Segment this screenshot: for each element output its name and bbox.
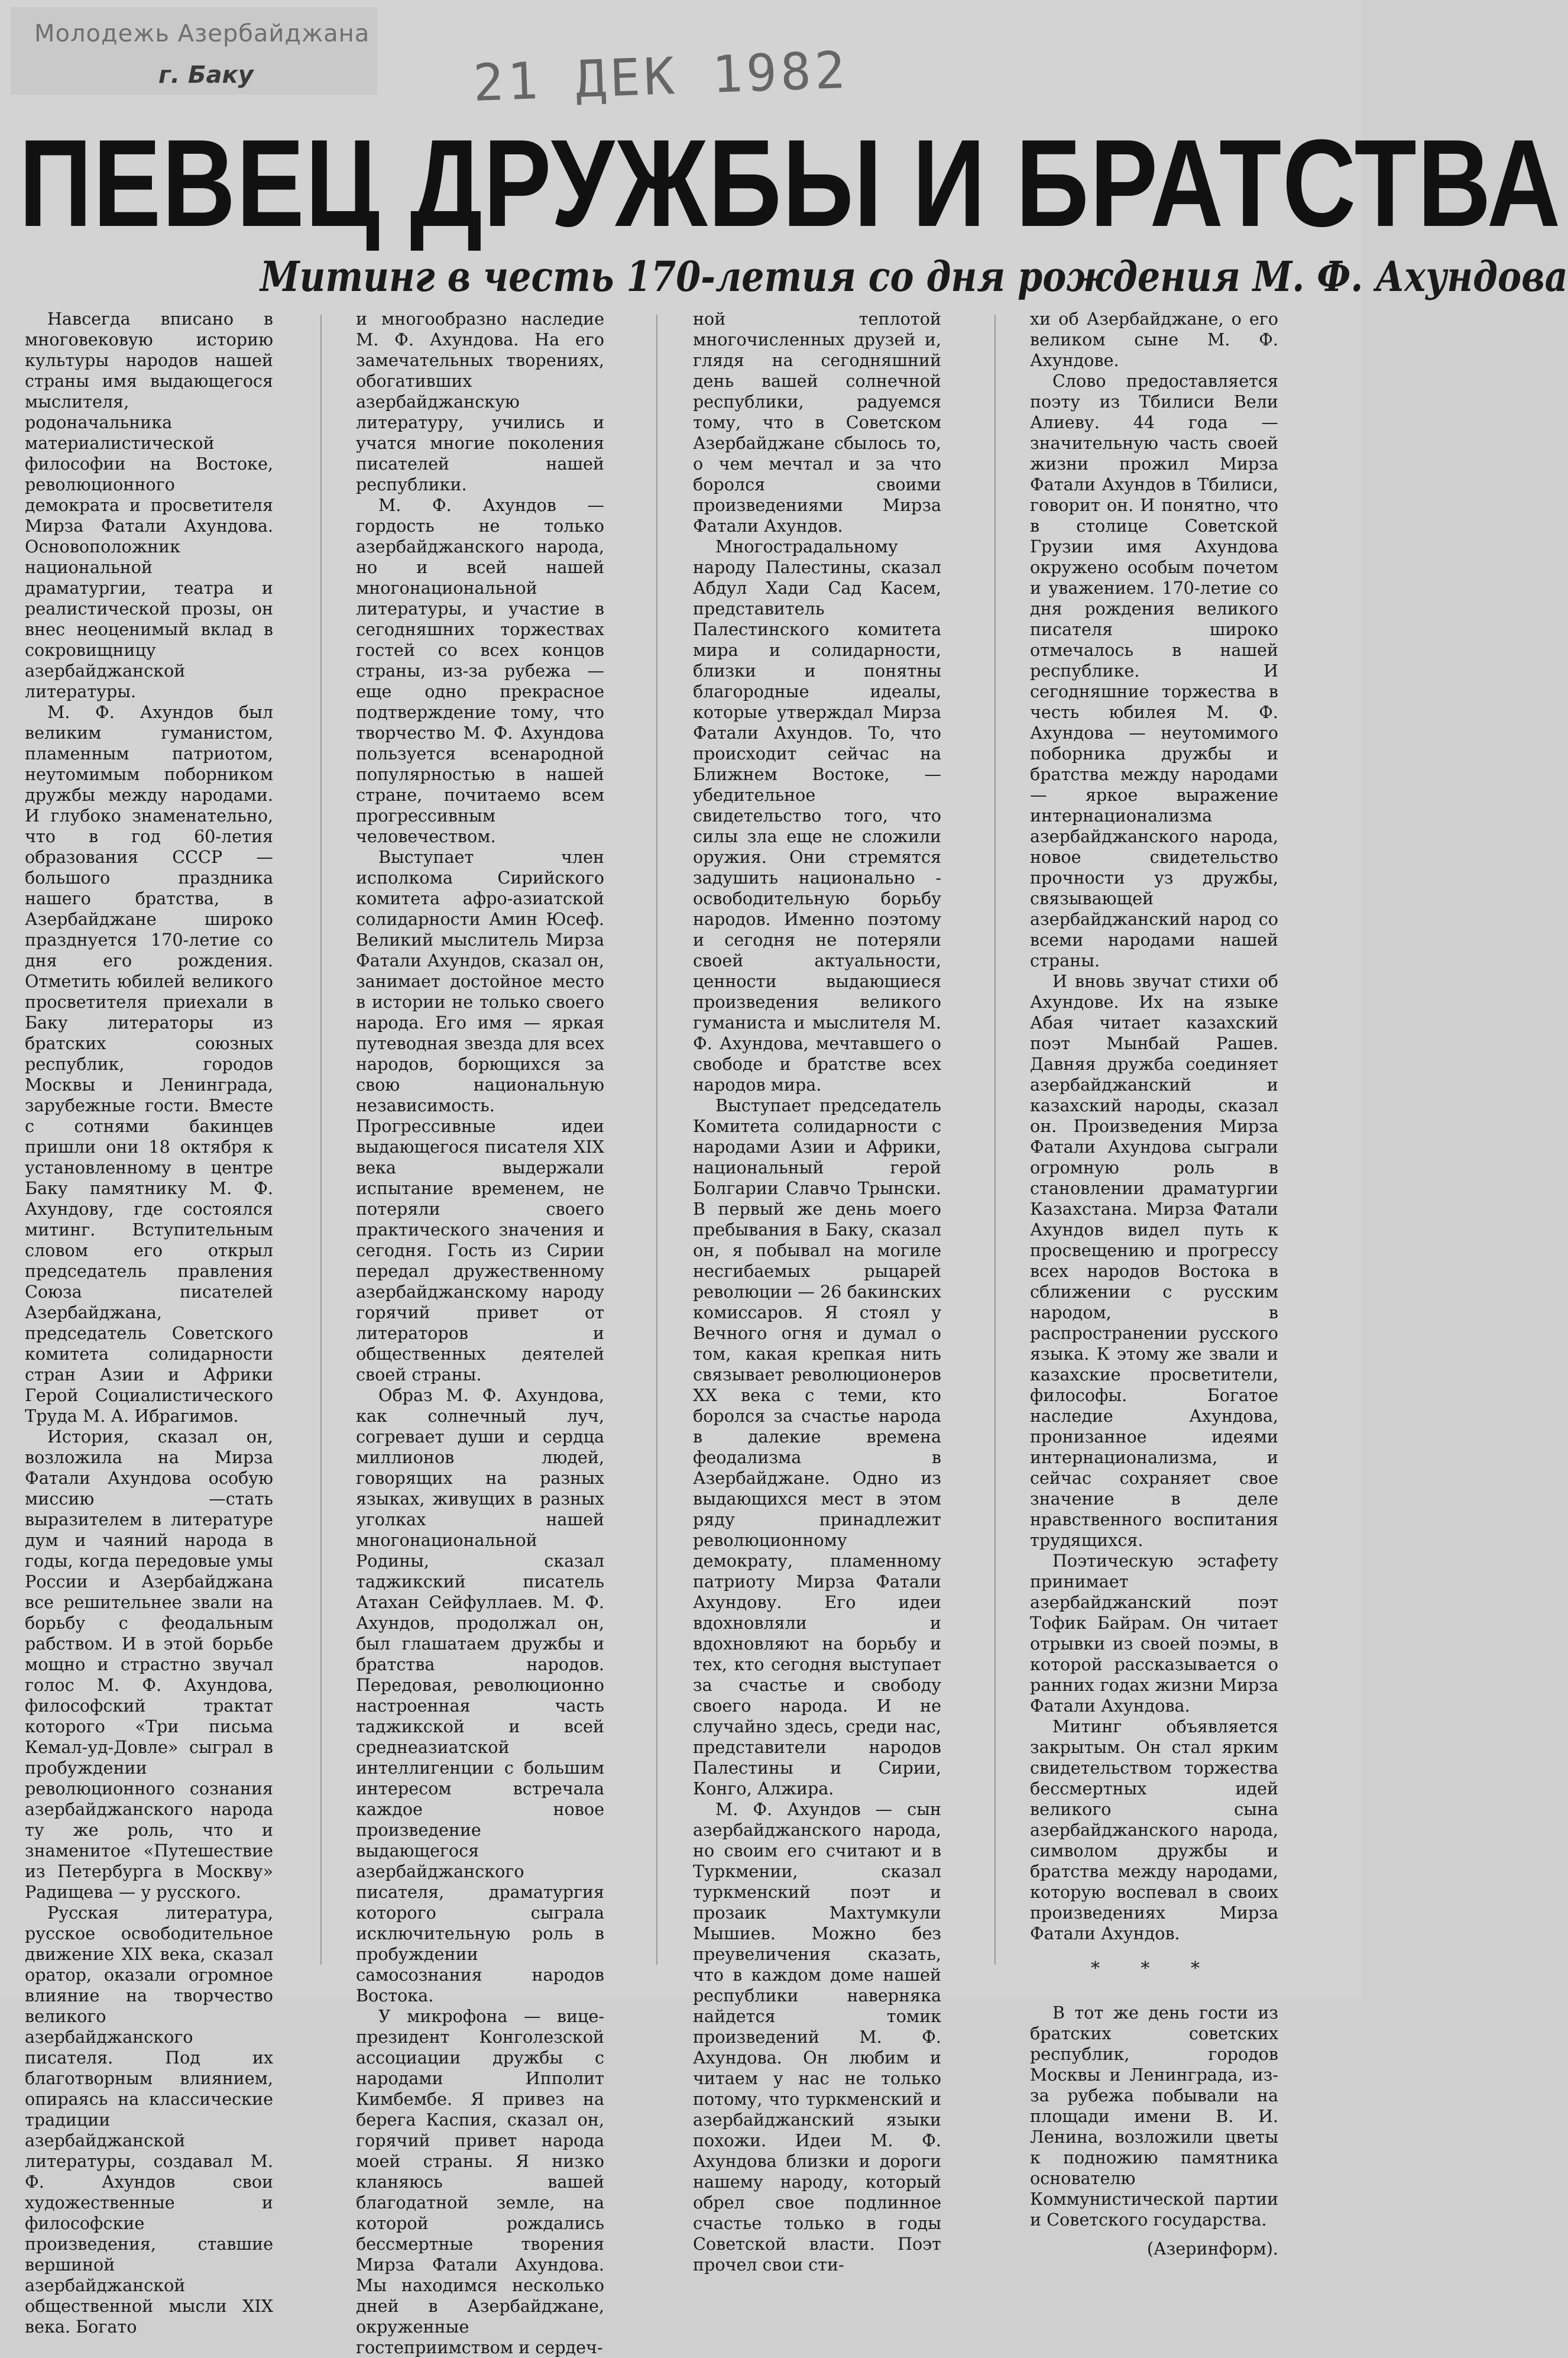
paragraph: Навсегда вписано в многовековую историю культуры народов нашей страны имя выдающегося мыслителя, родоначальника материалистической философии на Востоке, революционного демократа и просветителя Мирза Фатали Ахундова. Основоположник национальной драматургии, театра и реалистической прозы, он внес неоценимый вклад в сокровищницу азербайджанской литературы. [25,309,273,701]
afterword-paragraph: В тот же день гости из братских советских республик, городов Москвы и Ленинграда, из-за рубежа побывали на площади имени В. И. Ленина, возложили цветы к подножию памятника основателю Коммунистической партии и Советского государства. [1030,2003,1278,2230]
section-separator: * * * [1090,1958,1218,1979]
date-stamp: 21 ДЕК 1982 [472,40,850,114]
paragraph: История, сказал он, возложила на Мирза Фатали Ахундова особую миссию —стать выразителем в литературе дум и чаяний народа в годы, когда передовые умы России и Азербайджана все решительнее звали на борьбу с феодальным рабством. И в этой борьбе мощно и страстно звучал голос М. Ф. Ахундова, философский трактат которого «Три письма Кемал-уд-Довле» сыграл в пробуждении революционного сознания азербайджанского народа ту же роль, что и знаменитое «Путешествие из Петербурга в Москву» Радищева — у русского. [25,1427,273,1902]
paragraph: и многообразно наследие М. Ф. Ахундова. На его замечательных творениях, обогативших азербайджанскую литературу, учились и учатся многие поколения писателей нашей республики. [356,309,604,494]
column-divider [656,315,657,1965]
paragraph: Выступает председатель Комитета солидарности с народами Азии и Африки, национальный герой Болгарии Славчо Трынски. В первый же день моего пребывания в Баку, сказал он, я побывал на могиле несгибаемых рыцарей революции — 26 бакинских комиссаров. Я стоял у Вечного огня и думал о том, какая крепкая нить связывает революционеров XX века с теми, кто боролся за счастье народа в далекие времена феодализма в Азербайджане. Одно из выдающихся мест в этом ряду принадлежит революционному демократу, пламенному патриоту Мирза Фатали Ахундову. Его идеи вдохновляли и вдохновляют на борьбу и тех, кто сегодня выступает за счастье и свободу своего народа. И не случайно здесь, среди нас, представители народов Палестины и Сирии, Конго, Алжира. [693,1095,941,1799]
article-body [25,309,1349,2357]
column-3 [693,309,941,2275]
news-agency-credit: (Азеринформ). [1146,2239,1278,2259]
column-divider [320,315,322,1965]
paragraph: Слово предоставляется поэту из Тбилиси Вели Алиеву. 44 года — значительную часть своей жизни прожил Мирза Фатали Ахундов в Тбилиси, говорит он. И понятно, что в столице Советской Грузии имя Ахундова окружено особым почетом и уважением. 170-летие со дня рождения великого писателя широко отмечалось в нашей республике. И сегодняшние торжества в честь юбилея М. Ф. Ахундова — неутомимого поборника дружбы и братства между народами — яркое выражение интернационализма азербайджанского народа, новое свидетельство прочности уз дружбы, связывающей азербайджанский народ со всеми народами нашей страны. [1030,371,1278,971]
newspaper-city: г. Баку [158,62,254,89]
paragraph: Митинг объявляется закрытым. Он стал ярким свидетельством торжества бессмертных идей великого сына азербайджанского народа, символом дружбы и братства между народами, которую воспевал в своих произведениях Мирза Фатали Ахундов. [1030,1716,1278,1943]
headline: ПЕВЕЦ ДРУЖБЫ И БРАТСТВА [19,114,1561,253]
column-4 [1030,309,1278,2259]
column-divider [994,315,996,1965]
paragraph: Выступает член исполкома Сирийского комитета афро-азиатской солидарности Амин Юсеф. Великий мыслитель Мирза Фатали Ахундов, сказал он, занимает достойное место в истории не только своего народа. Его имя — яркая путеводная звезда для всех народов, борющихся за свою национальную независимость. Прогрессивные идеи выдающегося писателя XIX века выдержали испытание временем, не потеряли своего практического значения и сегодня. Гость из Сирии передал дружественному азербайджанскому народу горячий привет от литераторов и общественных деятелей своей страны. [356,847,604,1385]
paragraph: У микрофона — вице-президент Конголезской ассоциации дружбы с народами Ипполит Кимбембе. Я привез на берега Каспия, сказал он, горячий привет народа моей страны. Я низко кланяюсь вашей благодатной земле, на которой рождались бессмертные творения Мирза Фатали Ахундова. Мы находимся несколько дней в Азербайджане, окруженные гостеприимством и сердеч- [356,2006,604,2357]
column-2 [356,309,604,2357]
paragraph: М. Ф. Ахундов — сын азербайджанского народа, но своим его считают и в Туркмении, сказал туркменский поэт и прозаик Махтумкули Мышиев. Можно без преувеличения сказать, что в каждом доме нашей республики наверняка найдется томик произведений М. Ф. Ахундова. Он любим и читаем у нас не только потому, что туркменский и азербайджанский языки похожи. Идеи М. Ф. Ахундова близки и дороги нашему народу, который обрел свое подлинное счастье только в годы Советской власти. Поэт прочел свои сти- [693,1799,941,2275]
paragraph: Многострадальному народу Палестины, сказал Абдул Хади Сад Касем, представитель Палестинского комитета мира и солидарности, близки и понятны благородные идеалы, которые утверждал Мирза Фатали Ахундов. То, что происходит сейчас на Ближнем Востоке, — убедительное свидетельство того, что силы зла еще не сложили оружия. Они стремятся задушить национально - освободительную борьбу народов. Именно поэтому и сегодня не потеряли своей актуальности, ценности выдающиеся произведения великого гуманиста и мыслителя М. Ф. Ахундова, мечтавшего о свободе и братстве всех народов мира. [693,536,941,1095]
source-label [11,7,377,95]
paragraph: М. Ф. Ахундов был великим гуманистом, пламенным патриотом, неутомимым поборником дружбы между народами. И глубоко знаменательно, что в год 60-летия образования СССР — большого праздника нашего братства, в Азербайджане широко празднуется 170-летие со дня его рождения. Отметить юбилей великого просветителя приехали в Баку литераторы из братских союзных республик, городов Москвы и Ленинграда, зарубежные гости. Вместе с сотнями бакинцев пришли они 18 октября к установленному в центре Баку памятнику М. Ф. Ахундову, где состоялся митинг. Вступительным словом его открыл председатель правления Союза писателей Азербайджана, председатель Советского комитета солидарности стран Азии и Африки Герой Социалистического Труда М. А. Ибрагимов. [25,702,273,1426]
newspaper-name: Молодежь Азербайджана [34,20,370,47]
paragraph: И вновь звучат стихи об Ахундове. Их на языке Абая читает казахский поэт Мынбай Рашев. Давняя дружба соединяет азербайджанский и казахский народы, сказал он. Произведения Мирза Фатали Ахундова сыграли огромную роль в становлении драматургии Казахстана. Мирза Фатали Ахундов видел путь к просвещению и прогрессу всех народов Востока в сближении с русским народом, в распространении русского языка. К этому же звали и казахские просветители, философы. Богатое наследие Ахундова, пронизанное идеями интернационализма, и сейчас сохраняет свое значение в деле нравственного воспитания трудящихся. [1030,971,1278,1550]
subheadline: Митинг в честь 170-летия со дня рождения М. Ф. Ахундова [260,252,1568,301]
paragraph: Образ М. Ф. Ахундова, как солнечный луч, согревает души и сердца миллионов людей, говорящих на разных языках, живущих в разных уголках нашей многонациональной Родины, сказал таджикский писатель Атахан Сейфуллаев. М. Ф. Ахундов, продолжал он, был глашатаем дружбы и братства народов. Передовая, революционно настроенная часть таджикской и всей среднеазиатской интеллигенции с большим интересом встречала каждое новое произведение выдающегося азербайджанского писателя, драматургия которого сыграла исключительную роль в пробуждении самосознания народов Востока. [356,1385,604,2006]
paragraph: Русская литература, русское освободительное движение XIX века, сказал оратор, оказали огромное влияние на творчество великого азербайджанского писателя. Под их благотворным влиянием, опираясь на классические традиции азербайджанской литературы, создавал М. Ф. Ахундов свои художественные и философские произведения, ставшие вершиной азербайджанской общественной мысли XIX века. Богато [25,1903,273,2337]
paragraph: ной теплотой многочисленных друзей и, глядя на сегодняшний день вашей солнечной республики, радуемся тому, что в Советском Азербайджане сбылось то, о чем мечтал и за что боролся своими произведениями Мирза Фатали Ахундов. [693,309,941,536]
paragraph: Поэтическую эстафету принимает азербайджанский поэт Тофик Байрам. Он читает отрывки из своей поэмы, в которой рассказывается о ранних годах жизни Мирза Фатали Ахундова. [1030,1551,1278,1716]
paragraph: хи об Азербайджане, о его великом сыне М. Ф. Ахундове. [1030,309,1278,370]
column-1 [25,309,273,2337]
paragraph: М. Ф. Ахундов — гордость не только азербайджанского народа, но и всей нашей многонациональной литературы, и участие в сегодняшних торжествах гостей со всех концов страны, из-за рубежа — еще одно прекрасное подтверждение тому, что творчество М. Ф. Ахундова пользуется всенародной популярностью в нашей стране, почитаемо всем прогрессивным человечеством. [356,495,604,846]
